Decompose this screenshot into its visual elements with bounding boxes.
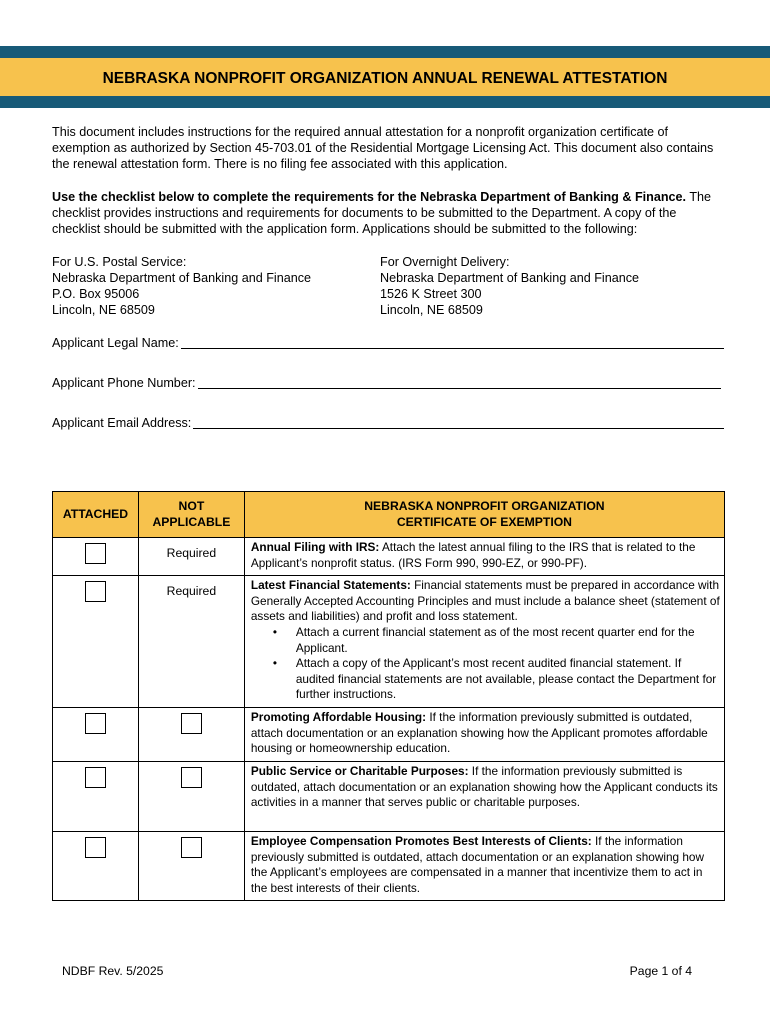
attached-checkbox-affordable-housing[interactable] (85, 713, 106, 734)
bullet-text: Attach a copy of the Applicant’s most recent audited financial statement. If audited financial statements are not available, please contact the Department for further instructions. (295, 656, 717, 702)
checklist-instructions-bold: Use the checklist below to complete the requirements for the Nebraska Department of Banking & Finance. (52, 190, 687, 204)
attached-cell (53, 761, 139, 831)
requirement-title: Employee Compensation Promotes Best Interests of Clients: (250, 833, 592, 848)
list-item (273, 625, 720, 656)
not-applicable-checkbox-affordable-housing[interactable] (181, 713, 202, 734)
attached-cell (53, 708, 139, 762)
requirement-title: Promoting Affordable Housing: (250, 710, 427, 725)
requirement-title: Latest Financial Statements: (250, 578, 411, 593)
bullet-text: Attach a current financial statement as of the most recent quarter end for the Applicant. (295, 624, 695, 655)
requirement-description (244, 538, 724, 576)
requirement-title: Annual Filing with IRS: (250, 540, 380, 554)
document-title: NEBRASKA NONPROFIT ORGANIZATION ANNUAL RENEWAL ATTESTATION (102, 69, 668, 87)
requirement-text: Attach the latest annual filing to the IRS that is related to the Applicant’s nonprofit status. (IRS Form 990, 990-EZ, or 990-PF). (250, 540, 696, 570)
attached-checkbox-financial-statements[interactable] (85, 581, 106, 602)
not-applicable-cell (138, 708, 244, 762)
header-desc-line2: CERTIFICATE OF EXEMPTION (396, 514, 572, 529)
table-header-row (53, 492, 725, 538)
email-field (52, 415, 724, 431)
not-applicable-cell (138, 831, 244, 900)
header-certificate-of-exemption (244, 492, 724, 538)
table-row (53, 576, 725, 708)
table-row (53, 538, 725, 576)
attached-checkbox-annual-filing[interactable] (85, 543, 106, 564)
overnight-address-line1: Nebraska Department of Banking and Finance (380, 271, 640, 285)
requirement-title: Public Service or Charitable Purposes: (250, 763, 469, 778)
banner-band-bottom (0, 96, 770, 108)
intro-paragraph: This document includes instructions for the required annual attestation for a nonprofit organization certificate of exemption as authorized by Section 45-703.01 of the Residential Mortgage Licensing Act. This document also contains the renewal attestation form. There is no filing fee associated with this application. (52, 125, 714, 171)
requirement-text: Financial statements must be prepared in accordance with Generally Accepted Accounting Principles and must include a balance sheet (statement of assets and liabilities) and profit and loss statement. (250, 578, 720, 624)
bullet-icon: • (272, 624, 277, 639)
overnight-address-line2: 1526 K Street 300 (380, 287, 482, 301)
postal-address-label: For U.S. Postal Service: (52, 255, 187, 269)
phone-label: Applicant Phone Number: (52, 376, 196, 390)
phone-input-line[interactable] (198, 377, 721, 389)
title-banner (0, 46, 770, 108)
not-applicable-checkbox-employee-compensation[interactable] (181, 837, 202, 858)
postal-address-line2: P.O. Box 95006 (52, 287, 140, 301)
legal-name-field (52, 335, 724, 351)
postal-address (52, 254, 380, 318)
requirement-description (244, 761, 724, 831)
table-row (53, 761, 725, 831)
attached-cell (53, 576, 139, 708)
requirement-description (244, 708, 724, 762)
header-attached: ATTACHED (53, 492, 139, 538)
requirement-description (244, 831, 724, 900)
requirement-text: If the information previously submitted is outdated, attach documentation or an explanation showing how the Applicant promotes affordable housing or homeownership education. (250, 710, 708, 756)
postal-address-line3: Lincoln, NE 68509 (52, 303, 155, 317)
banner-band-top (0, 46, 770, 58)
mailing-addresses (52, 254, 724, 318)
postal-address-line1: Nebraska Department of Banking and Finance (52, 271, 312, 285)
header-not-applicable-line2: APPLICABLE (152, 514, 231, 529)
checklist-instructions (52, 189, 724, 237)
header-not-applicable-line1: NOT (178, 498, 205, 513)
phone-field (52, 375, 724, 391)
table-row (53, 831, 725, 900)
email-input-line[interactable] (193, 417, 724, 429)
page-number: Page 1 of 4 (629, 964, 692, 978)
checklist-instructions-text: The checklist provides instructions and requirements for documents to be submitted to the Department. A copy of the checklist should be submitted with the application form. Applications should be submitted to the following: (52, 190, 712, 236)
header-not-applicable (138, 492, 244, 538)
bullet-list (251, 625, 720, 703)
document-body (52, 124, 724, 455)
overnight-address-line3: Lincoln, NE 68509 (380, 303, 483, 317)
legal-name-input-line[interactable] (181, 337, 724, 349)
requirement-text: If the information previously submitted is outdated, attach documentation or an explanation showing how the Applicant conducts its activities in a manner that serves public or charitable purposes. (250, 763, 718, 810)
table-row (53, 708, 725, 762)
not-applicable-checkbox-public-service[interactable] (181, 767, 202, 788)
header-desc-line1: NEBRASKA NONPROFIT ORGANIZATION (364, 498, 605, 513)
overnight-address-label: For Overnight Delivery: (380, 255, 510, 269)
required-label: Required (138, 538, 244, 576)
attached-checkbox-public-service[interactable] (85, 767, 106, 788)
revision-label: NDBF Rev. 5/2025 (62, 964, 164, 978)
requirement-text: If the information previously submitted is outdated, attach documentation or an explanation showing how the Applicant’s employees are compensated in a manner that incentivize them to act in the best interests of their clients. (250, 833, 705, 895)
required-label: Required (138, 576, 244, 708)
legal-name-label: Applicant Legal Name: (52, 336, 179, 350)
requirements-checklist-table (52, 491, 725, 901)
email-label: Applicant Email Address: (52, 416, 192, 430)
requirement-description (244, 576, 724, 708)
overnight-address (380, 254, 708, 318)
not-applicable-cell (138, 761, 244, 831)
banner-band-gold (0, 58, 770, 96)
attached-cell (53, 831, 139, 900)
bullet-icon: • (272, 656, 277, 671)
attached-cell (53, 538, 139, 576)
attached-checkbox-employee-compensation[interactable] (85, 837, 106, 858)
list-item (273, 656, 720, 703)
